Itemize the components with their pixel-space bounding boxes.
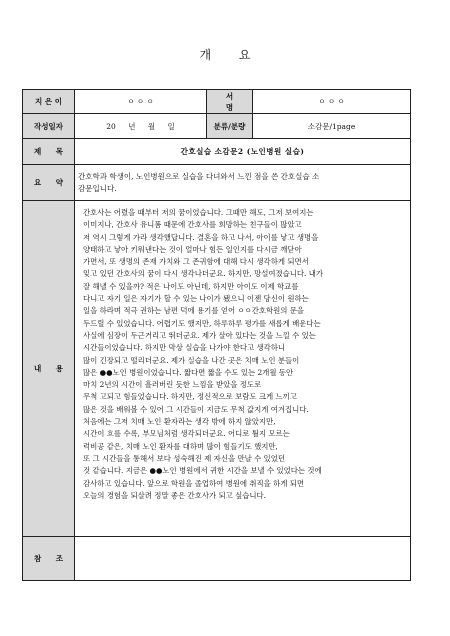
author-value: ㅇ ㅇ ㅇ [75,90,207,114]
content-body [75,201,410,502]
content-line: 것 같습니다. 지금은 ●●노인 병원에서 귀한 시간을 보낼 수 있었다는 것에 [83,466,322,476]
category-value: 소감문/1page [253,114,411,139]
content-line: 저 역시 그렇게 가라 생각했답니다. 결혼을 하고 나서, 아이를 낳고 생명을 [83,232,319,242]
reference-value [75,537,411,581]
author-label: 지 은 이 [23,90,75,114]
content-row [23,201,411,537]
content-line: 양태하고 낳아 키워낸다는 것이 얼마나 힘든 일인지를 다시금 깨닫아 [83,244,302,254]
content-line: 마치 2년의 시간이 흘러버린 듯한 느낌을 받았을 정도로 [83,380,262,390]
document-title: 개 요 [199,48,263,62]
content-line: 일을 하라며 적극 권하는 남편 덕에 용기를 얻어 ㅇㅇ간호학원의 문을 [83,306,305,316]
content-line: 많은 것을 배워볼 수 있어 그 시간들이 지금도 무척 값지게 여겨집니다. [83,404,309,414]
summary-form-table [22,89,411,581]
content-line: 간호사는 어렸을 때부터 저의 꿈이었습니다. 그때만 해도, 그저 보여지는 [83,208,314,217]
content-line: 다니고 자기 일은 자기가 할 수 있는 나이가 됐으니 이젠 당신이 원하는 [83,294,309,304]
signature-value: ㅇ ㅇ ㅇ [253,90,411,114]
content-line: 감사하고 있습니다. 앞으로 학원을 졸업하여 병원에 취직을 하게 되면 [83,478,305,488]
author-row [23,90,411,114]
summary-label: 요 약 [23,165,75,201]
content-line: 잘 해낼 수 있을까? 적은 나이도 아닌데, 하지만 아이도 이제 학교를 [83,281,299,291]
summary-row [23,165,411,201]
summary-line: 감문입니다. [78,183,117,193]
content-line: 많은 ●●노인 병원이었습니다. 짧다면 짧을 수도 있는 2개월 동안 [83,367,294,377]
subject-value: 간호실습 소감문2 (노인병원 실습) [75,139,411,165]
content-line: 처음에는 그저 치매 노인 환자라는 생각 밖에 하지 않았지만, [83,417,276,427]
summary-value [75,165,411,201]
content-line: 또 그 시간들을 통해서 보다 성숙해진 제 자신을 만날 수 있었던 [83,453,285,463]
summary-line: 간호학과 학생이, 노인병원으로 실습을 다녀와서 느낀 점을 쓴 간호실습 소 [78,171,320,181]
content-line: 오늘의 경험을 되살려 정말 좋은 간호사가 되고 싶습니다. [83,490,267,500]
date-label: 작성일자 [23,114,75,139]
content-line: 럭비공 같은, 치매 노인 환자를 대하며 많이 힘들기도 했지만, [83,441,278,451]
content-line: 잊고 있던 간호사의 꿈이 다시 생각나더군요. 하지만, 망설여졌습니다. 내가 [83,269,324,279]
signature-label: 서 명 [207,90,253,114]
content-line: 사실에 심장이 두근거리고 뛰더군요. 제가 살아 있다는 것을 느낄 수 있는 [83,330,316,340]
reference-label: 참 조 [23,537,75,581]
content-line: 두드릴 수 있었습니다. 어렵기도 했지만, 하루하루 평가를 새롭게 배운다는 [83,318,321,328]
content-cell [75,201,411,537]
content-line: 이미지나, 간호사 유니폼 때문에 간호사를 희망하는 친구들이 많았고 [83,220,302,230]
subject-row [23,139,411,165]
date-row [23,114,411,139]
content-line: 많이 긴장되고 떨리더군요. 제가 실습을 나간 곳은 치매 노인 분들이 [83,355,300,365]
content-line: 시간이 흐를 수록, 부모님처럼 생각되더군요. 어디로 튈지 모르는 [83,429,290,439]
content-line: 가면서, 또 생명의 존재 가치와 그 존귀함에 대해 다시 생각하게 되면서 [83,257,309,267]
content-line: 시간들이었습니다. 하지만 막상 실습을 나가야 한다고 생각하니 [83,343,286,353]
content-label: 내 용 [23,201,75,537]
content-line: 무척 고되고 힘들었습니다. 하지만, 정신적으로 보람도 크게 느끼고 [83,392,297,402]
reference-row [23,537,411,581]
date-value: 20 년 월 일 [75,114,207,139]
category-label: 분류/분량 [207,114,253,139]
subject-label: 제 목 [23,139,75,165]
